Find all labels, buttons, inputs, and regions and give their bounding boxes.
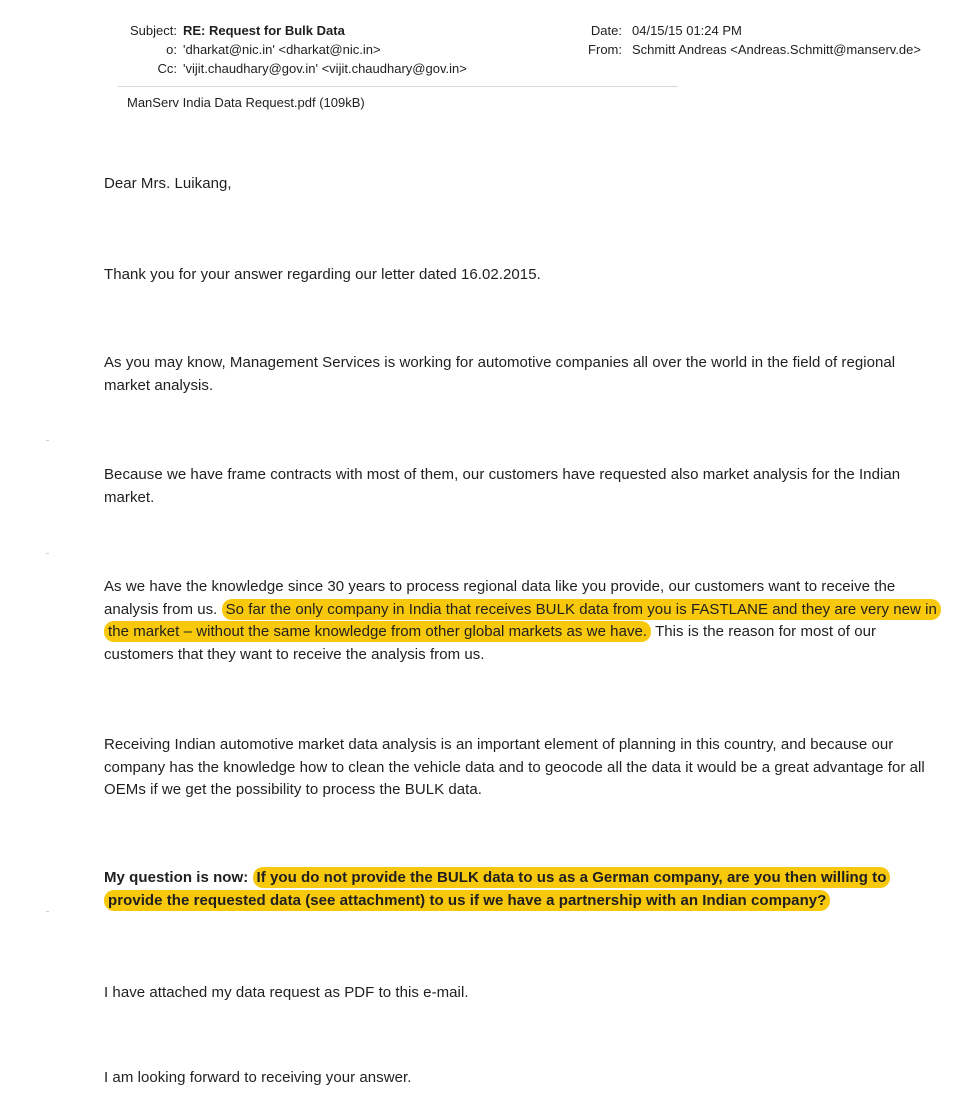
email-header-right: [560, 22, 921, 60]
header-divider: [118, 86, 678, 87]
highlighted-text-fastlane: So far the only company in India that receives BULK data from you is FASTLANE and they are very new in the market – without the same knowledge from other global markets as we have.: [104, 599, 941, 643]
scan-speck: [46, 440, 49, 441]
question-lead: My question is now:: [104, 869, 253, 886]
paragraph-knowledge: [104, 576, 944, 666]
subject-row: [100, 22, 467, 41]
greeting: Dear Mrs. Luikang,: [104, 175, 232, 192]
paragraph-knowledge-text-b: This is the reason for most of our customers that they want to receive the analysis from us.: [104, 623, 877, 663]
to-label: o:: [166, 42, 177, 57]
cc-label: Cc:: [157, 61, 177, 76]
cc-value: 'vijit.chaudhary@gov.in' <vijit.chaudhary@gov.in>: [183, 61, 467, 76]
subject-label: Subject:: [130, 23, 177, 38]
paragraph-intro: As you may know, Management Services is working for automotive companies all over the world in the field of regional market analysis.: [104, 354, 896, 394]
to-row: [100, 41, 467, 60]
from-value: Schmitt Andreas <Andreas.Schmitt@manserv.de>: [632, 42, 921, 57]
paragraph-contracts: Because we have frame contracts with most of them, our customers have requested also market analysis for the Indian market.: [104, 466, 901, 506]
email-header-left: [100, 22, 467, 79]
scan-speck: [46, 911, 49, 912]
date-row: [560, 22, 921, 41]
paragraph-thanks: Thank you for your answer regarding our letter dated 16.02.2015.: [104, 266, 541, 283]
date-value: 04/15/15 01:24 PM: [632, 23, 742, 38]
from-label: From:: [588, 42, 622, 57]
paragraph-knowledge-text-a: As we have the knowledge since 30 years to process regional data like you provide, our customers want to receive the analysis from us.: [104, 578, 896, 618]
attachment-name: ManServ India Data Request.pdf (109kB): [127, 95, 365, 110]
subject-value: RE: Request for Bulk Data: [183, 23, 345, 38]
highlighted-question: If you do not provide the BULK data to us as a German company, are you then willing to provide the requested data (see attachment) to us if we have a partnership with an Indian company?: [104, 867, 890, 911]
paragraph-importance: Receiving Indian automotive market data analysis is an important element of planning in this country, and because our company has the knowledge how to clean the vehicle data and to geocode all the data it would be a great advantage for all OEMs if we get the possibility to process the BULK data.: [104, 736, 925, 798]
paragraph-attachment-note: I have attached my data request as PDF to this e-mail.: [104, 984, 469, 1001]
to-value: 'dharkat@nic.in' <dharkat@nic.in>: [183, 42, 381, 57]
cc-row: [100, 60, 467, 79]
scan-speck: [46, 553, 49, 554]
date-label: Date:: [590, 23, 622, 38]
from-row: [560, 41, 921, 60]
paragraph-question: [104, 867, 944, 912]
paragraph-closing: I am looking forward to receiving your answer.: [104, 1069, 412, 1086]
